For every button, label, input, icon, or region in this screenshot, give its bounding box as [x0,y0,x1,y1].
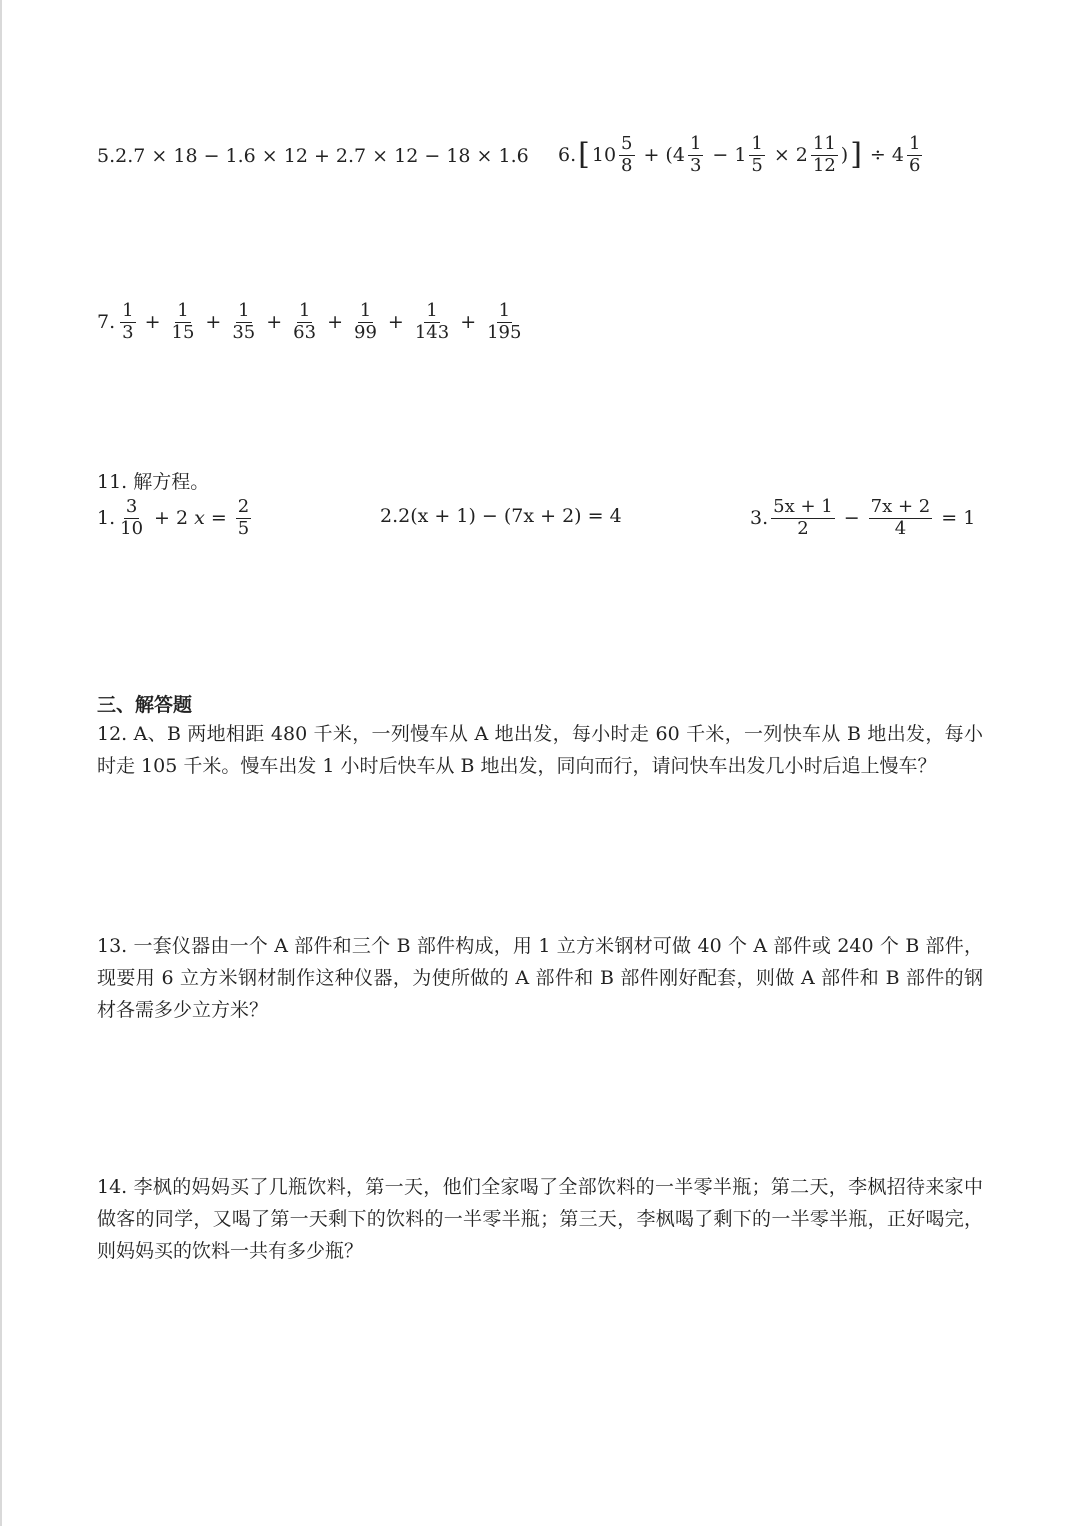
plus-sign: + [327,311,343,334]
times-sign: × [773,144,790,167]
problem-5-label: 5. [97,145,116,167]
whole-4b: 4 [891,144,904,167]
problem-7-label: 7. [97,311,116,334]
fraction-term: $\frac{1}{35}$ [232,300,256,343]
fraction-term: $\frac{1}{195}$ [487,300,522,343]
fraction-1-5: $\frac{1}{5}$ [751,133,763,176]
fraction-1-3: $\frac{1}{3}$ [689,133,702,176]
fraction-term: $\frac{1}{143}$ [414,300,450,343]
question-12: 12. A、B 两地相距 480 千米，一列慢车从 A 地出发，每小时走 60 千米，一列快车从 B 地出发，每小时走 105 千米。慢车出发 1 小时后快车从 B 地出发，同向而行，请问快车出发几小时后追上慢车？ [97,723,983,777]
minus-sign: − [843,507,860,530]
equation-1 [97,498,254,539]
whole-10: 10 [591,144,617,167]
problem-5-expr: 2.7 × 18 − 1.6 × 12 + 2.7 × 12 − 18 × 1.6 [115,145,529,167]
section-3-heading: 三、解答题 [97,694,193,716]
plus-sign: + [643,144,660,167]
equation-2-label: 2. [380,505,399,527]
equation-3-label: 3. [750,507,769,530]
fraction-2-5: $\frac{2}{5}$ [237,496,250,539]
plus-sign: + [266,311,283,334]
plus-sign: + [387,311,404,334]
problem-7 [97,302,526,343]
page-edge [0,0,2,1526]
plus-sign: + [460,311,477,334]
plus-sign: + [144,311,161,334]
plus-sign: + [205,311,222,334]
problem-6-label: 6. [558,144,577,167]
variable-x: x [194,507,205,530]
right-paren: ) [840,144,849,167]
fraction-11-12: $\frac{11}{12}$ [812,133,836,176]
plus-2: + 2 [154,507,189,530]
fraction-7x2-4: $\frac{7x + 2}{4}$ [870,496,931,539]
whole-4: 4 [672,144,685,167]
fraction-5-8: $\frac{5}{8}$ [621,133,633,176]
question-13: 13. 一套仪器由一个 A 部件和三个 B 部件构成，用 1 立方米钢材可做 40 个 A 部件或 240 个 B 部件，现要用 6 立方米钢材制作这种仪器，为使所做的 A 部件和 B 部件刚好配套，则做 A 部件和 B 部件的钢材各需多少立方米？ [97,935,983,1021]
fraction-term: $\frac{1}{63}$ [293,300,317,343]
divide-sign: ÷ [869,144,886,167]
question-14: 14. 李枫的妈妈买了几瓶饮料，第一天，他们全家喝了全部饮料的一半零半瓶；第二天，李枫招待来家中做客的同学，又喝了第一天剩下的饮料的一半零半瓶；第三天，李枫喝了剩下的一半零半瓶，正好喝完，则妈妈买的饮料一共有多少瓶？ [97,1176,983,1262]
equation-2 [380,505,622,527]
equals-sign: = [210,507,227,530]
right-bracket: ] [850,137,862,173]
fraction-5x1-2: $\frac{5x + 1}{2}$ [773,496,833,539]
equation-1-label: 1. [97,507,116,530]
equals-one: = 1 [941,507,976,530]
fraction-term: $\frac{1}{15}$ [171,300,195,343]
fraction-3-10: $\frac{3}{10}$ [120,496,144,539]
fraction-term: $\frac{1}{3}$ [122,300,134,343]
equation-3 [750,498,981,539]
problem-6 [558,135,925,176]
section-11-title: 11. 解方程。 [97,471,210,493]
fraction-term: $\frac{1}{99}$ [354,300,377,343]
whole-1: 1 [734,144,747,167]
left-bracket: [ [578,137,590,173]
problem-5 [97,145,529,167]
equation-2-expr: 2(x + 1) − (7x + 2) = 4 [398,505,622,527]
minus-sign: − [712,144,729,167]
left-paren: ( [665,144,673,167]
fraction-1-6: $\frac{1}{6}$ [908,133,921,176]
whole-2: 2 [795,144,808,167]
